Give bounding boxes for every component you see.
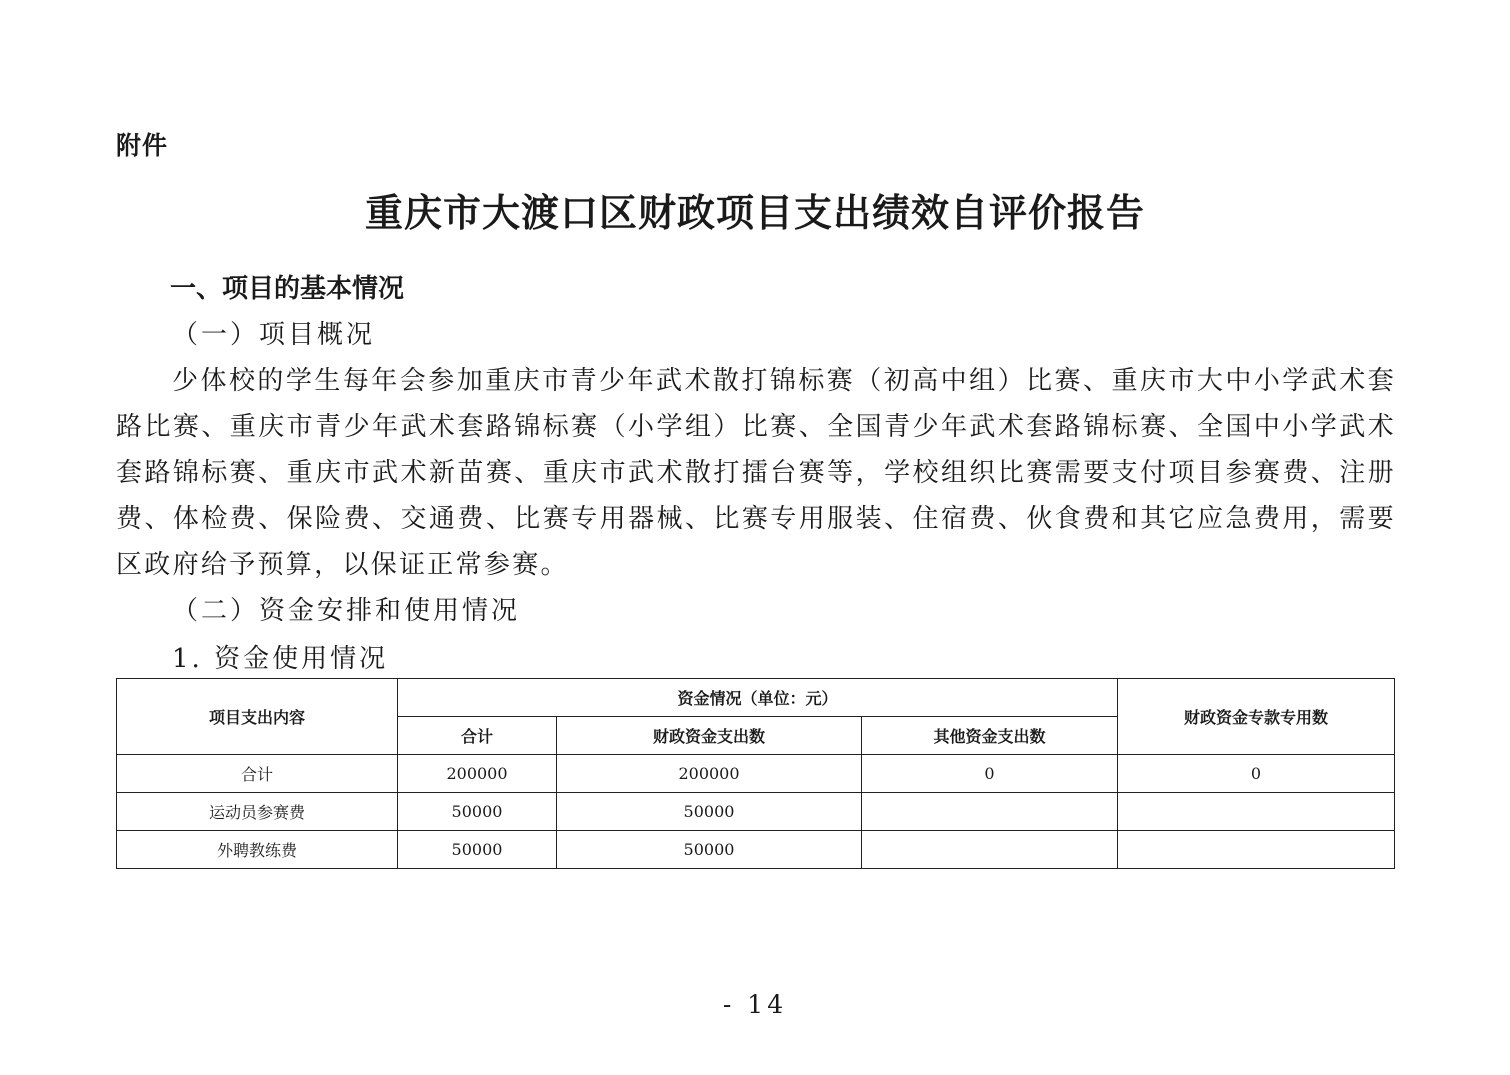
cell-total: 50000 [398,793,557,831]
header-special: 财政资金专款专用数 [1118,679,1395,755]
subsection-heading-overview: （一）项目概况 [172,320,376,350]
table-row [117,755,1395,793]
header-fiscal: 财政资金支出数 [557,717,862,755]
item-heading-funds-usage: 1. 资金使用情况 [172,644,389,674]
cell-special [1118,831,1395,869]
section-heading: 一、项目的基本情况 [170,274,405,304]
attachment-label: 附件 [116,131,169,160]
overview-paragraph: 少体校的学生每年会参加重庆市青少年武术散打锦标赛（初高中组）比赛、重庆市大中小学武术套路比赛、重庆市青少年武术套路锦标赛（小学组）比赛、全国青少年武术套路锦标赛、全国中小学武术套路锦标赛、重庆市武术新苗赛、重庆市武术散打擂台赛等，学校组织比赛需要支付项目参赛费、注册费、体检费、保险费、交通费、比赛专用器械、比赛专用服装、住宿费、伙食费和其它应急费用，需要区政府给予预算，以保证正常参赛。 [116,366,1396,580]
cell-content: 合计 [117,755,398,793]
table-row [117,831,1395,869]
cell-fiscal: 200000 [557,755,862,793]
funds-usage-table [116,678,1395,869]
cell-fiscal: 50000 [557,831,862,869]
table-header-row [117,679,1395,717]
cell-special: 0 [1118,755,1395,793]
cell-content: 外聘教练费 [117,831,398,869]
cell-content: 运动员参赛费 [117,793,398,831]
header-content: 项目支出内容 [117,679,398,755]
header-total: 合计 [398,717,557,755]
report-title: 重庆市大渡口区财政项目支出绩效自评价报告 [364,190,1145,235]
cell-special [1118,793,1395,831]
header-funds-group: 资金情况（单位：元） [398,679,1118,717]
header-other: 其他资金支出数 [862,717,1118,755]
cell-total: 50000 [398,831,557,869]
cell-total: 200000 [398,755,557,793]
cell-fiscal: 50000 [557,793,862,831]
subsection-heading-funds: （二）资金安排和使用情况 [172,596,521,626]
cell-other: 0 [862,755,1118,793]
table-row [117,793,1395,831]
page-number: - 14 [722,990,788,1019]
cell-other [862,831,1118,869]
cell-other [862,793,1118,831]
